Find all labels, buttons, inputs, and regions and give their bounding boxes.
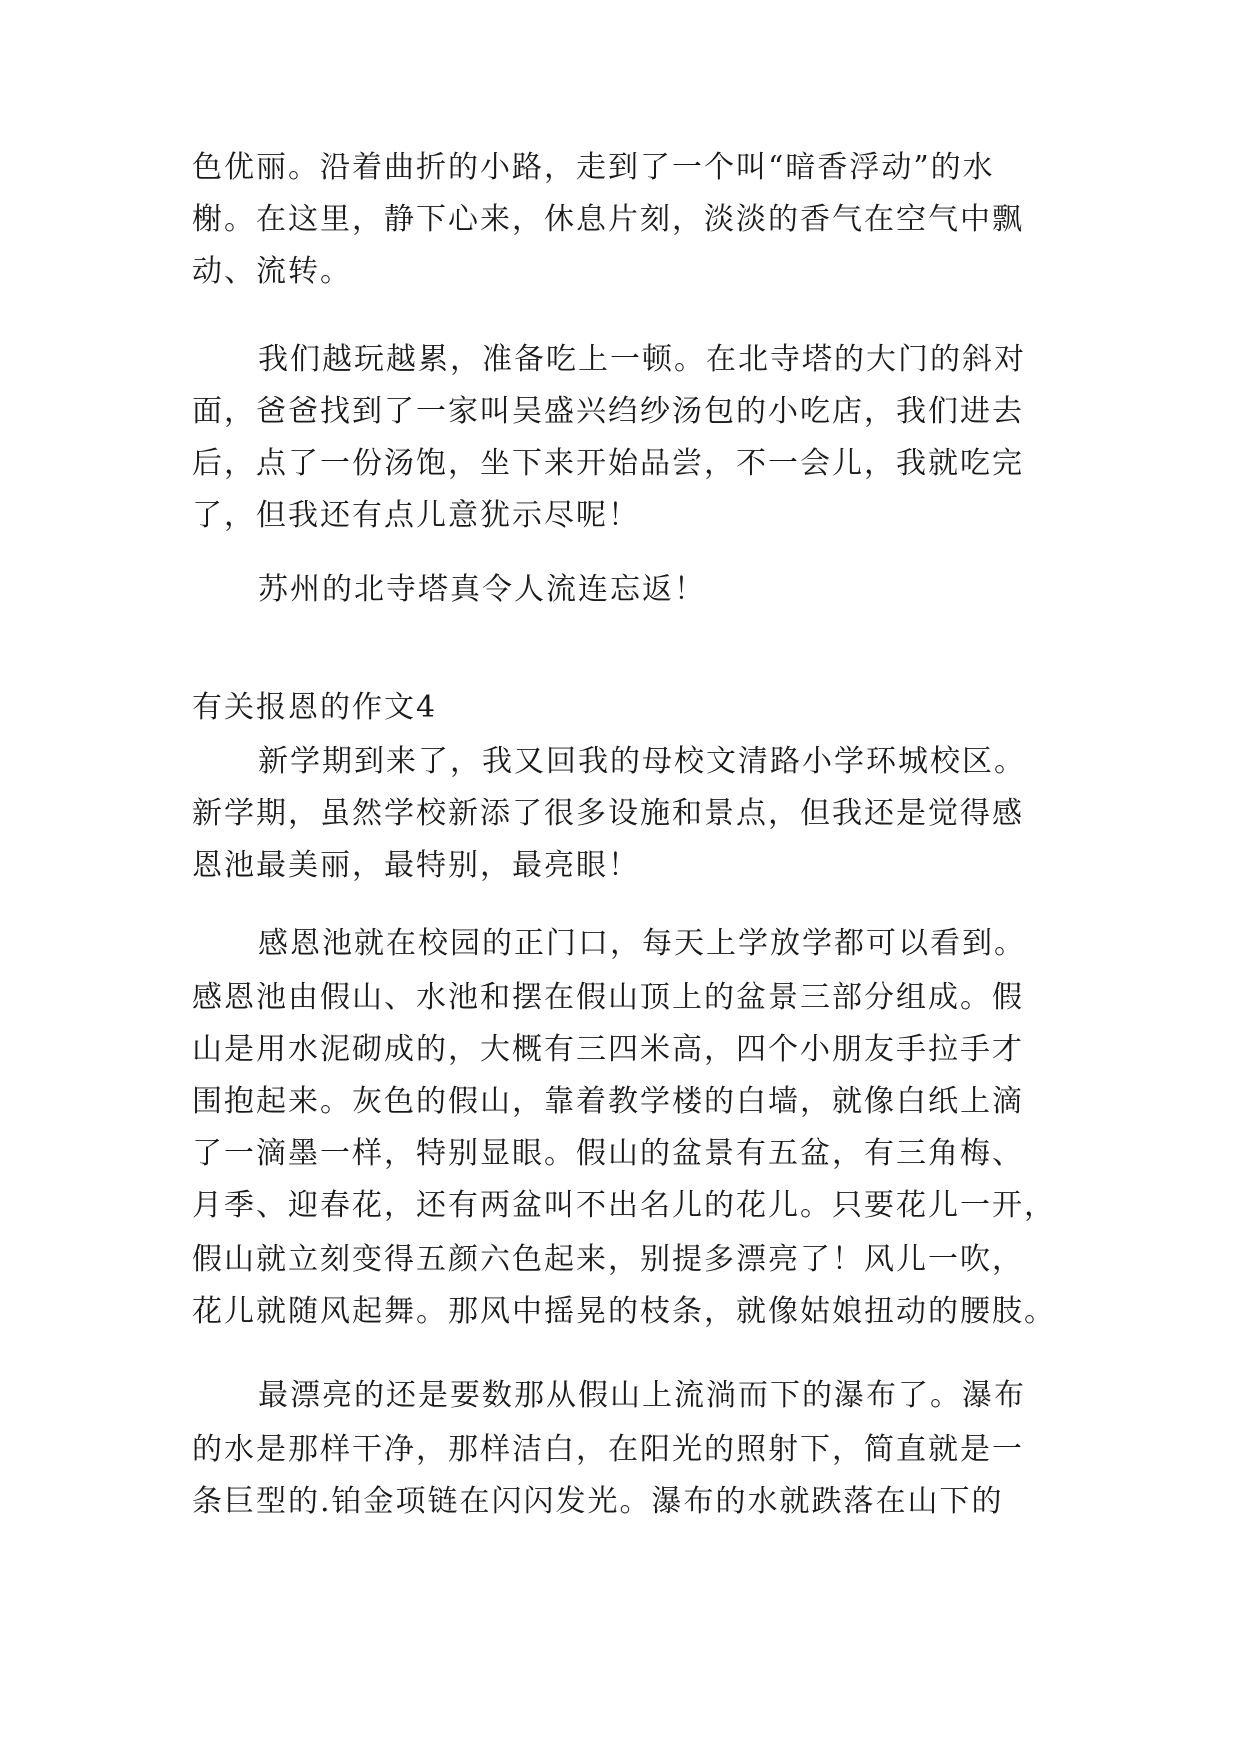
text-line: 围抱起来。灰色的假山，靠着教学楼的白墙，就像白纸上滴	[192, 1084, 1024, 1119]
text-line: 了一滴墨一样，特别显眼。假山的盆景有五盆，有三角梅、	[192, 1136, 1024, 1171]
text-line: 最漂亮的还是要数那从假山上流淌而下的瀑布了。瀑布	[258, 1378, 1026, 1413]
text-line: 感恩池就在校园的正门口，每天上学放学都可以看到。	[258, 926, 1026, 961]
text-line: 我们越玩越累，准备吃上一顿。在北寺塔的大门的斜对	[258, 342, 1026, 377]
text-line: 面，爸爸找到了一家叫吴盛兴绉纱汤包的小吃店，我们进去	[192, 394, 1024, 429]
text-line: 山是用水泥砌成的，大概有三四米高，四个小朋友手拉手才	[192, 1032, 1024, 1067]
text-line: 条巨型的.铂金项链在闪闪发光。瀑布的水就跌落在山下的	[192, 1484, 1004, 1519]
section-title: 有关报恩的作文4	[192, 690, 438, 725]
text-line: 假山就立刻变得五颜六色起来，别提多漂亮了！风儿一吹，	[192, 1242, 1024, 1277]
text-line: 后，点了一份汤饱，坐下来开始品尝，不一会儿，我就吃完	[192, 446, 1024, 481]
text-line: 花儿就随风起舞。那风中摇晃的枝条，就像姑娘扭动的腰肢。	[192, 1294, 1056, 1329]
text-line: 新学期，虽然学校新添了很多设施和景点，但我还是觉得感	[192, 796, 1024, 831]
text-line: 新学期到来了，我又回我的母校文清路小学环城校区。	[258, 744, 1026, 779]
text-line: 感恩池由假山、水池和摆在假山顶上的盆景三部分组成。假	[192, 980, 1024, 1015]
text-line: 色优丽。沿着曲折的小路，走到了一个叫“暗香浮动”的水	[192, 150, 995, 185]
text-line: 恩池最美丽，最特别，最亮眼！	[192, 848, 640, 883]
text-line: 榭。在这里，静下心来，休息片刻，淡淡的香气在空气中飘	[192, 202, 1024, 237]
text-line: 苏州的北寺塔真令人流连忘返！	[258, 572, 706, 607]
text-line: 的水是那样干净，那样洁白，在阳光的照射下，简直就是一	[192, 1432, 1024, 1467]
text-line: 动、流转。	[192, 254, 352, 289]
text-line: 了，但我还有点儿意犹示尽呢！	[192, 498, 640, 533]
text-line: 月季、迎春花，还有两盆叫不出名儿的花儿。只要花儿一开，	[192, 1188, 1056, 1223]
